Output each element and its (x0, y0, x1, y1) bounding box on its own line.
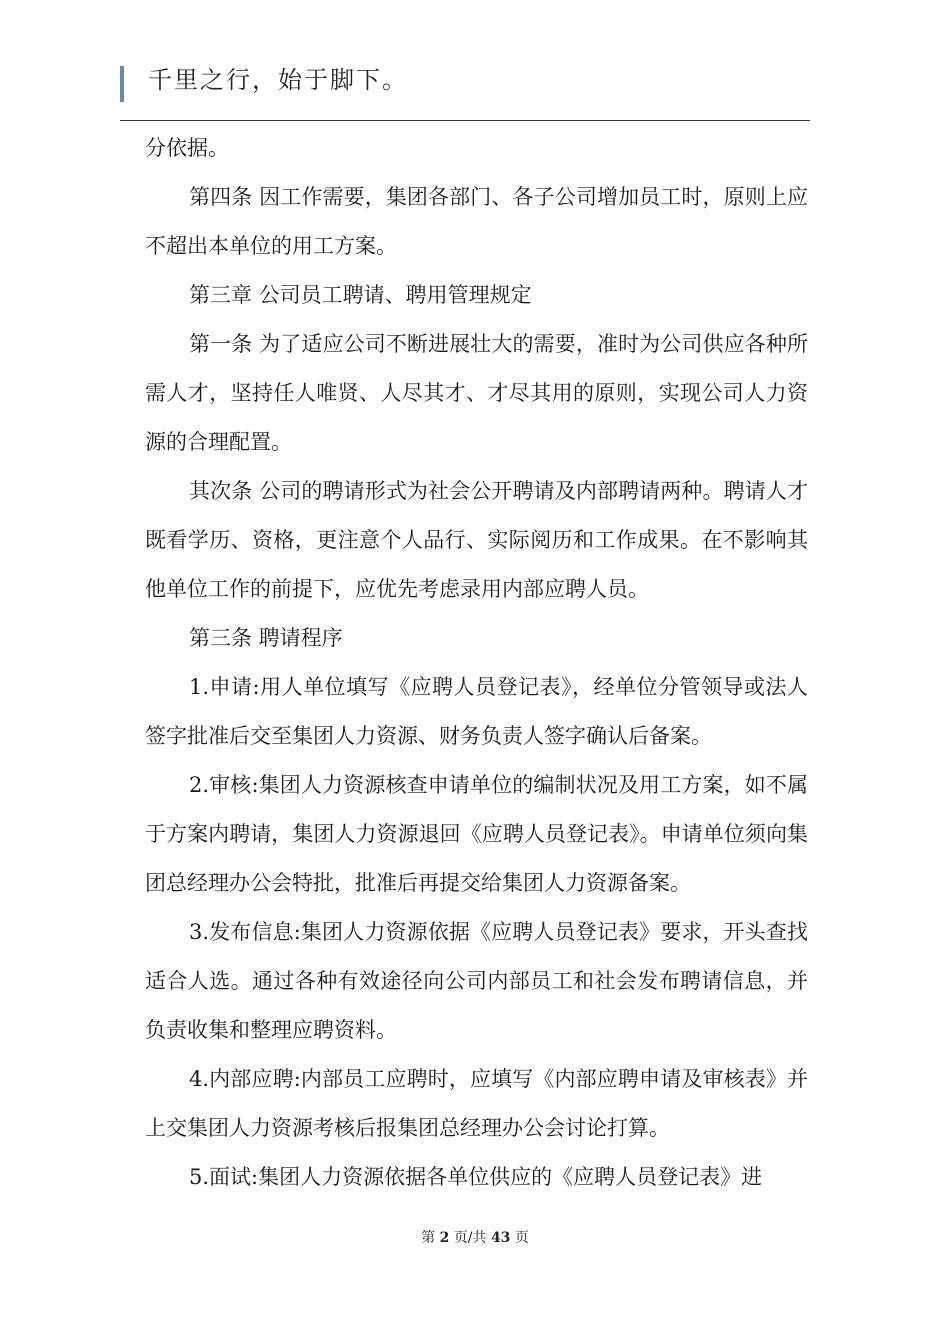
paragraph: 1.申请:用人单位填写《应聘人员登记表》，经单位分管领导或法人签字批准后交至集团人力资源、财务负责人签字确认后备案。 (145, 675, 808, 748)
paragraph: 4.内部应聘:内部员工应聘时，应填写《内部应聘申请及审核表》并上交集团人力资源考核后报集团总经理办公会讨论打算。 (145, 1067, 808, 1140)
paragraph: 第三条 聘请程序 (189, 626, 343, 650)
header-motto: 千里之行，始于脚下。 (148, 66, 408, 94)
footer-suffix: 页 (514, 1230, 529, 1246)
document-body (145, 124, 808, 1202)
paragraph: 3.发布信息:集团人力资源依据《应聘人员登记表》要求，开头查找适合人选。通过各种有效途径向公司内部员工和社会发布聘请信息，并负责收集和整理应聘资料。 (145, 920, 808, 1042)
paragraph: 第一条 为了适应公司不断进展壮大的需要，准时为公司供应各种所需人才，坚持任人唯贤、人尽其才、才尽其用的原则，实现公司人力资源的合理配置。 (145, 332, 808, 454)
paragraph: 分依据。 (145, 136, 229, 160)
total-page-number: 43 (490, 1230, 511, 1246)
paragraph: 2.审核:集团人力资源核查申请单位的编制状况及用工方案，如不属于方案内聘请，集团人力资源退回《应聘人员登记表》。申请单位须向集团总经理办公会特批，批准后再提交给集团人力资源备案。 (145, 773, 808, 895)
header-accent-bar (120, 66, 124, 102)
current-page-number: 2 (439, 1230, 450, 1246)
paragraph: 5.面试:集团人力资源依据各单位供应的《应聘人员登记表》进 (189, 1165, 763, 1189)
paragraph: 第四条 因工作需要，集团各部门、各子公司增加员工时，原则上应不超出本单位的用工方案。 (145, 185, 808, 258)
footer-prefix: 第 (421, 1230, 436, 1246)
page-footer (0, 1228, 950, 1248)
page-header (120, 62, 810, 121)
chapter-heading: 第三章 公司员工聘请、聘用管理规定 (189, 283, 532, 307)
paragraph: 其次条 公司的聘请形式为社会公开聘请及内部聘请两种。聘请人才既看学历、资格，更注意个人品行、实际阅历和工作成果。在不影响其他单位工作的前提下，应优先考虑录用内部应聘人员。 (145, 479, 808, 601)
footer-middle: 页/共 (453, 1230, 487, 1246)
